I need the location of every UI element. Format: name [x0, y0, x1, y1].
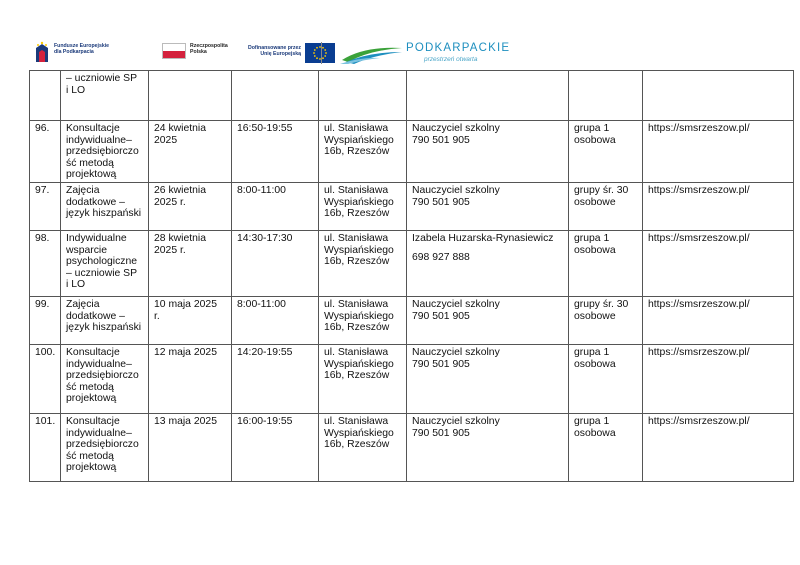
table-row	[30, 183, 794, 231]
time-cell	[232, 414, 319, 482]
place-line: 16b, Rzeszów	[324, 439, 390, 450]
support-form-line: – uczniowie SP	[66, 267, 138, 279]
time-cell	[232, 71, 319, 121]
website-cell	[643, 231, 794, 297]
eu-flag-icon	[305, 43, 335, 63]
support-form-line: ść metodą	[66, 381, 114, 393]
website-cell	[643, 414, 794, 482]
group-type-line: osobowa	[574, 134, 616, 146]
eu-star-icon	[322, 57, 324, 59]
support-form-line: przedsiębiorczo	[66, 146, 139, 157]
podkarpackie-title: PODKARPACKIE	[406, 42, 511, 54]
group-type-line: osobowa	[574, 358, 616, 370]
eu-star-icon	[316, 57, 318, 59]
contact-cell	[407, 121, 569, 183]
support-form-cell	[61, 71, 149, 121]
website-text[interactable]: https://smsrzeszow.pl/	[648, 233, 750, 244]
place-line: 16b, Rzeszów	[324, 370, 390, 381]
time-cell	[232, 231, 319, 297]
table-row	[30, 71, 794, 121]
support-form-line: projektową	[66, 462, 117, 473]
website-text[interactable]: https://smsrzeszow.pl/	[648, 185, 750, 196]
time-cell	[232, 345, 319, 414]
support-form-line: indywidualne–	[66, 134, 132, 146]
podkarpackie-swoosh-icon	[340, 42, 404, 64]
table-row	[30, 414, 794, 482]
contact-cell	[407, 183, 569, 231]
place-line: Wyspiańskiego	[324, 427, 394, 439]
support-form-line: i LO	[66, 84, 86, 96]
row-number-cell	[30, 121, 61, 183]
contact-line: Nauczyciel szkolny	[412, 123, 500, 134]
support-form-cell	[61, 183, 149, 231]
row-number-text: 96.	[35, 123, 50, 134]
group-type-cell	[569, 414, 643, 482]
website-text[interactable]: https://smsrzeszow.pl/	[648, 347, 750, 358]
group-type-line: grupa 1	[574, 233, 610, 244]
row-number-cell	[30, 183, 61, 231]
date-line: r.	[154, 310, 160, 322]
support-form-line: projektową	[66, 169, 117, 180]
group-type-line: grupa 1	[574, 123, 610, 134]
contact-line: 790 501 905	[412, 427, 470, 439]
date-line: 26 kwietnia	[154, 185, 206, 196]
contact-cell	[407, 297, 569, 345]
support-form-line: – uczniowie SP	[66, 73, 138, 84]
place-line: ul. Stanisława	[324, 185, 389, 196]
date-line: 10 maja 2025	[154, 299, 217, 310]
support-form-line: ść metodą	[66, 157, 114, 169]
date-line: 2025	[154, 134, 178, 146]
table-row	[30, 231, 794, 297]
contact-line: Nauczyciel szkolny	[412, 416, 500, 427]
website-cell	[643, 121, 794, 183]
date-cell	[149, 71, 232, 121]
group-type-line: grupa 1	[574, 347, 610, 358]
time-text: 8:00-11:00	[237, 299, 286, 310]
eu-star-icon	[322, 47, 324, 49]
place-cell	[319, 121, 407, 183]
place-line: ul. Stanisława	[324, 299, 389, 310]
fundusze-europejskie-logo	[34, 40, 154, 66]
group-type-cell	[569, 345, 643, 414]
support-form-line: dodatkowe –	[66, 310, 125, 322]
support-form-line: Zajęcia	[66, 185, 100, 196]
eu-star-icon	[313, 52, 315, 54]
support-form-cell	[61, 345, 149, 414]
time-cell	[232, 183, 319, 231]
row-number-cell	[30, 297, 61, 345]
place-cell	[319, 71, 407, 121]
support-form-line: Konsultacje	[66, 416, 120, 427]
place-cell	[319, 414, 407, 482]
contact-line: Nauczyciel szkolny	[412, 185, 500, 196]
place-line: 16b, Rzeszów	[324, 256, 390, 267]
logo-divider	[321, 42, 322, 64]
schedule-table	[29, 70, 794, 482]
place-line: Wyspiańskiego	[324, 310, 394, 322]
website-text[interactable]: https://smsrzeszow.pl/	[648, 416, 750, 427]
date-line: 28 kwietnia	[154, 233, 206, 244]
website-text[interactable]: https://smsrzeszow.pl/	[648, 299, 750, 310]
place-line: 16b, Rzeszów	[324, 146, 390, 157]
time-text: 8:00-11:00	[237, 185, 286, 196]
table-row	[30, 345, 794, 414]
group-type-cell	[569, 183, 643, 231]
fe-star-icon	[34, 40, 50, 62]
row-number-cell	[30, 231, 61, 297]
row-number-cell	[30, 414, 61, 482]
place-line: 16b, Rzeszów	[324, 322, 390, 333]
website-text[interactable]: https://smsrzeszow.pl/	[648, 123, 750, 134]
place-line: 16b, Rzeszów	[324, 208, 390, 219]
place-cell	[319, 345, 407, 414]
place-cell	[319, 297, 407, 345]
row-number-cell	[30, 345, 61, 414]
place-cell	[319, 183, 407, 231]
support-form-line: Konsultacje	[66, 347, 120, 358]
row-number-text: 100.	[35, 347, 56, 358]
support-form-line: język hiszpański	[66, 322, 142, 333]
date-line: 2025 r.	[154, 244, 186, 256]
support-form-line: indywidualne–	[66, 358, 132, 370]
date-cell	[149, 297, 232, 345]
time-cell	[232, 121, 319, 183]
place-line: Wyspiańskiego	[324, 196, 394, 208]
contact-line: Izabela Huzarska-Rynasiewicz	[412, 233, 554, 244]
contact-line: Nauczyciel szkolny	[412, 347, 500, 358]
website-cell	[643, 183, 794, 231]
eu-star-icon	[324, 55, 326, 57]
website-cell	[643, 71, 794, 121]
contact-line: Nauczyciel szkolny	[412, 299, 500, 310]
row-number-text: 97.	[35, 185, 50, 196]
date-cell	[149, 231, 232, 297]
fe-logo-text: Fundusze Europejskie dla Podkarpacia	[54, 43, 110, 55]
time-text: 14:30-17:30	[237, 233, 293, 244]
website-cell	[643, 297, 794, 345]
date-line: 24 kwietnia	[154, 123, 206, 134]
date-cell	[149, 345, 232, 414]
date-cell	[149, 414, 232, 482]
row-number-cell	[30, 71, 61, 121]
time-cell	[232, 297, 319, 345]
group-type-cell	[569, 231, 643, 297]
place-line: Wyspiańskiego	[324, 244, 394, 256]
row-number-text: 98.	[35, 233, 50, 244]
rzeczpospolita-logo	[162, 40, 242, 66]
place-line: ul. Stanisława	[324, 123, 389, 134]
support-form-line: psychologiczne	[66, 256, 138, 267]
support-form-line: dodatkowe –	[66, 196, 125, 208]
polish-flag-icon	[162, 43, 186, 59]
support-form-line: Indywidualne	[66, 233, 127, 244]
eu-funding-logo	[239, 40, 339, 66]
support-form-cell	[61, 297, 149, 345]
support-form-line: Zajęcia	[66, 299, 100, 310]
eu-star-icon	[316, 47, 318, 49]
support-form-cell	[61, 231, 149, 297]
place-line: Wyspiańskiego	[324, 358, 394, 370]
support-form-line: ść metodą	[66, 450, 114, 462]
date-cell	[149, 183, 232, 231]
group-type-line: grupa 1	[574, 416, 610, 427]
eu-star-icon	[325, 52, 327, 54]
date-cell	[149, 121, 232, 183]
place-cell	[319, 231, 407, 297]
support-form-line: przedsiębiorczo	[66, 370, 139, 381]
support-form-line: indywidualne–	[66, 427, 132, 439]
header-logos	[34, 38, 534, 68]
support-form-line: Konsultacje	[66, 123, 120, 134]
row-number-text: 101.	[35, 416, 56, 427]
contact-cell	[407, 414, 569, 482]
support-form-cell	[61, 121, 149, 183]
group-type-line: osobowa	[574, 244, 616, 256]
group-type-line: grupy śr. 30	[574, 185, 629, 196]
contact-line: 790 501 905	[412, 358, 470, 370]
table-row	[30, 297, 794, 345]
time-text: 16:50-19:55	[237, 123, 293, 134]
contact-line: 698 927 888	[412, 251, 470, 263]
time-text: 14:20-19:55	[237, 347, 293, 358]
eu-star-icon	[314, 55, 316, 57]
contact-cell	[407, 231, 569, 297]
row-number-text: 99.	[35, 299, 50, 310]
support-form-cell	[61, 414, 149, 482]
eu-star-icon	[314, 49, 316, 51]
place-line: ul. Stanisława	[324, 416, 389, 427]
eu-logo-text: Dofinansowane przez Unię Europejską	[247, 45, 301, 57]
time-text: 16:00-19:55	[237, 416, 293, 427]
date-line: 12 maja 2025	[154, 347, 217, 358]
group-type-cell	[569, 297, 643, 345]
group-type-cell	[569, 71, 643, 121]
support-form-line: wsparcie	[66, 244, 107, 256]
support-form-line: projektową	[66, 393, 117, 404]
support-form-line: język hiszpański	[66, 208, 142, 219]
group-type-line: osobowe	[574, 196, 616, 208]
support-form-line: przedsiębiorczo	[66, 439, 139, 450]
date-line: 13 maja 2025	[154, 416, 217, 427]
table-row	[30, 121, 794, 183]
date-line: 2025 r.	[154, 196, 186, 208]
place-line: ul. Stanisława	[324, 347, 389, 358]
place-line: ul. Stanisława	[324, 233, 389, 244]
contact-cell	[407, 71, 569, 121]
group-type-line: osobowe	[574, 310, 616, 322]
eu-star-icon	[324, 49, 326, 51]
support-form-line: i LO	[66, 279, 86, 290]
group-type-line: grupy śr. 30	[574, 299, 629, 310]
podkarpackie-logo	[340, 38, 520, 68]
contact-line: 790 501 905	[412, 196, 470, 208]
place-line: Wyspiańskiego	[324, 134, 394, 146]
pl-logo-text: Rzeczpospolita Polska	[190, 43, 228, 55]
contact-line: 790 501 905	[412, 310, 470, 322]
group-type-line: osobowa	[574, 427, 616, 439]
group-type-cell	[569, 121, 643, 183]
contact-line: 790 501 905	[412, 134, 470, 146]
podkarpackie-subtitle: przestrzeń otwarta	[424, 56, 478, 63]
website-cell	[643, 345, 794, 414]
contact-cell	[407, 345, 569, 414]
